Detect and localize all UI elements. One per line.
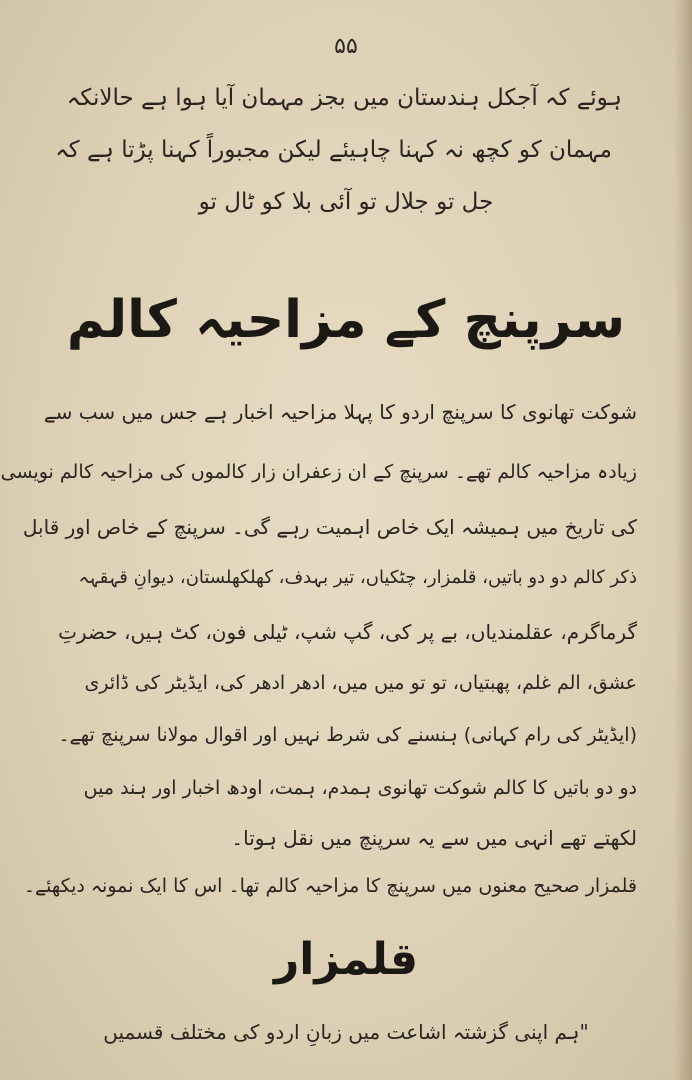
intro-line-3: جل تو جلال تو آئی بلا کو ٹال تو: [198, 189, 494, 215]
body-line-4: ذکر کالم دو دو باتیں، قلمزار، چٹکیاں، تیر بہدف، کھلکھلستان، دیوانِ قہقہہ: [78, 567, 637, 588]
column-subheading: قلمزار: [273, 934, 419, 985]
body-line-2: زیادہ مزاحیہ کالم تھے۔ سرپنچ کے ان زعفران زار کالموں کی مزاحیہ کالم نویسی: [0, 461, 637, 483]
page-edge-shadow: [674, 0, 692, 1080]
body-line-3: کی تاریخ میں ہمیشہ ایک خاص اہمیت رہے گی۔ سرپنچ کے خاص اور قابل: [22, 515, 637, 539]
page-number: ۵۵: [334, 34, 358, 59]
main-heading: سرپنچ کے مزاحیہ کالم: [66, 290, 626, 350]
body-line-5: گرماگرم، عقلمندیاں، بے پر کی، گپ شپ، ٹیلی فون، کٹ ہیں، حضرتِ: [58, 620, 637, 644]
intro-line-1: ہوئے کہ آجکل ہندستان میں بجز مہمان آیا ہوا ہے حالانکہ: [66, 85, 622, 111]
para2-line-3: قلمزار صحیح معنوں میں سرپنچ کا مزاحیہ کالم تھا۔ اس کا ایک نمونہ دیکھئے۔: [23, 875, 637, 897]
intro-line-2: مہمان کو کچھ نہ کہنا چاہیئے لیکن مجبوراً کہنا پڑتا ہے کہ: [55, 137, 612, 163]
body-line-6: عشق، الم غلم، پھبتیاں، تو تو میں میں، ادھر ادھر کی، ایڈیٹر کی ڈائری: [84, 672, 637, 694]
para2-line-2: لکھتے تھے انہی میں سے یہ سرپنچ میں نقل ہوتا۔: [231, 826, 637, 850]
para2-line-1: دو دو باتیں کا کالم شوکت تھانوی ہمدم، ہمت، اودھ اخبار اور ہند میں: [83, 777, 637, 799]
quote-line: "ہم اپنی گزشتہ اشاعت میں زبانِ اردو کی مختلف قسمیں: [103, 1020, 589, 1044]
body-line-1: شوکت تھانوی کا سرپنچ اردو کا پہلا مزاحیہ اخبار ہے جس میں سب سے: [43, 400, 637, 424]
body-line-7: (ایڈیٹر کی رام کہانی) ہنسنے کی شرط نہیں اور اقوال مولانا سرپنچ تھے۔: [58, 724, 637, 746]
